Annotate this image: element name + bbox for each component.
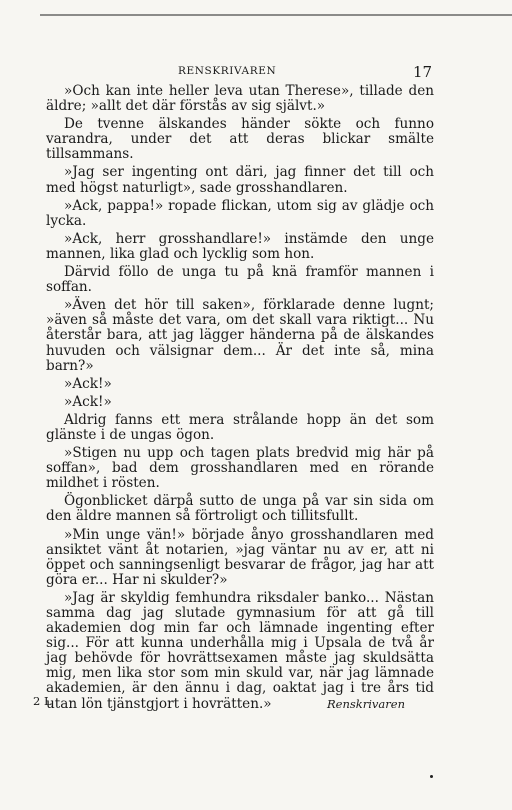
paragraph: »Och kan inte heller leva utan Therese», tillade den äldre; »allt det där förstås av sig självt.» <box>46 83 434 115</box>
paragraph: »Även det hör till saken», förklarade denne lugnt; »även så måste det vara, om det skall vara riktigt... Nu återstår bara, att jag lägger händerna på de älskandes huvuden och välsignar dem... Är det inte så, mina barn?» <box>46 297 434 374</box>
paragraph: »Jag ser ingenting ont däri, jag finner det till och med högst naturligt», sade grosshandlaren. <box>46 164 434 196</box>
running-head <box>0 63 512 85</box>
page-footer <box>0 694 512 714</box>
paragraph: »Ack!» <box>64 393 112 410</box>
footer-title: Renskrivaren <box>327 697 405 711</box>
paragraph: Därvid föllo de unga tu på knä framför mannen i soffan. <box>46 264 434 296</box>
paragraph: De tvenne älskandes händer sökte och funno varandra, under det att deras blickar smälte tillsammans. <box>46 116 434 163</box>
body-text <box>46 84 434 715</box>
paragraph: »Ack, pappa!» ropade flickan, utom sig av glädje och lycka. <box>46 197 434 229</box>
paragraph: Ögonblicket därpå sutto de unga på var sin sida om den äldre mannen så förtroligt och tillitsfullt. <box>46 493 434 525</box>
paragraph: »Stigen nu upp och tagen plats bredvid mig här på soffan», bad dem grosshandlaren med en rörande mildhet i rösten. <box>46 445 434 492</box>
paragraph: »Jag är skyldig femhundra riksdaler banko... Nästan samma dag jag slutade gymnasium för att gå till akademien dog min far och lämnade ingenting efter sig... För att kunna underhålla mig i Upsala de två år jag behövde för hovrättsexamen måste jag skuldsätta mig, men lika stor som min skuld var, när jag lämnade akademien, är den ännu i dag, oaktat jag i tre års tid utan lön tjänstgjort i hovrätten.» <box>46 589 434 712</box>
signature-mark: 2 L <box>33 694 52 708</box>
page-number: 17 <box>413 63 433 81</box>
top-rule <box>40 14 512 16</box>
paragraph: »Ack, herr grosshandlare!» instämde den unge mannen, lika glad och lycklig som hon. <box>46 230 434 262</box>
running-title: RENSKRIVAREN <box>178 65 277 77</box>
paragraph: »Ack!» <box>64 375 112 392</box>
paragraph: Aldrig fanns ett mera strålande hopp än det som glänste i de ungas ögon. <box>46 411 434 443</box>
paragraph: »Min unge vän!» började ånyo grosshandlaren med ansiktet vänt åt notarien, »jag väntar nu av er, att ni öppet och sanningsenligt besvarar de frågor, jag har att göra er... Har ni skulder?» <box>46 526 434 588</box>
ink-speck <box>430 775 433 778</box>
